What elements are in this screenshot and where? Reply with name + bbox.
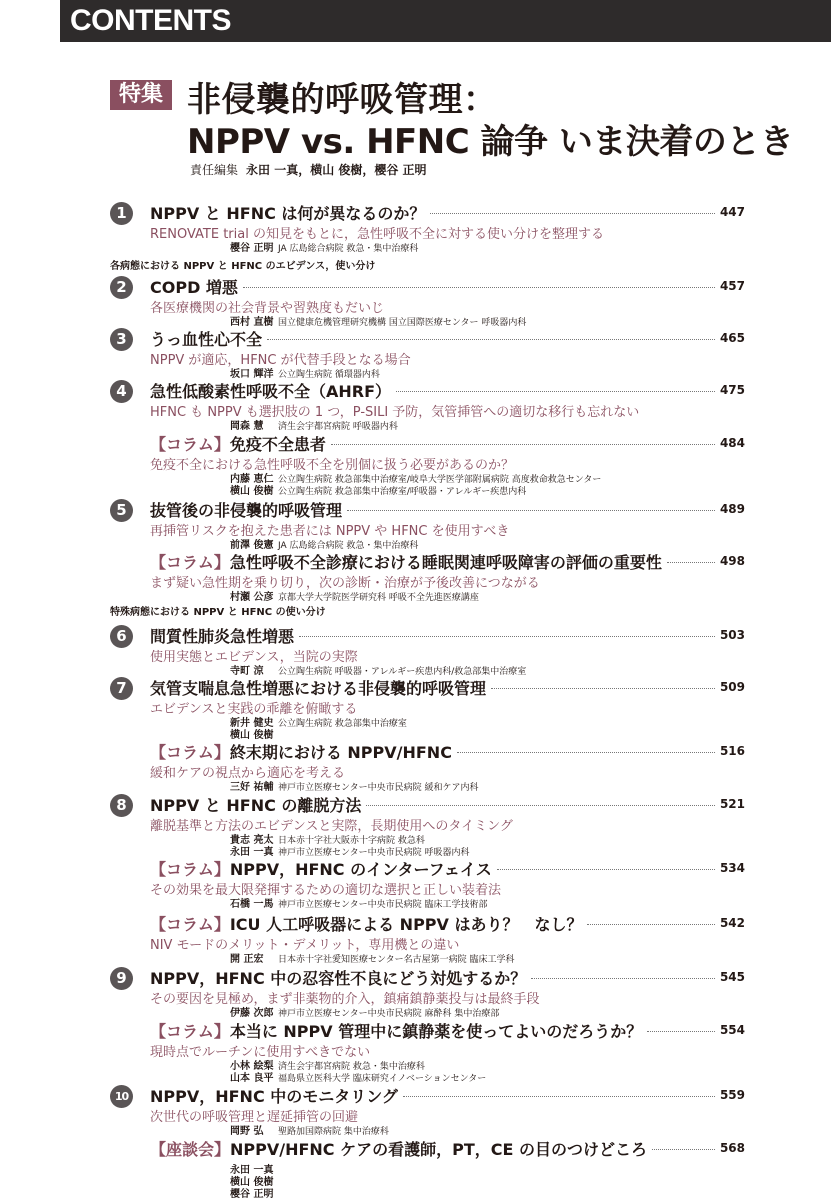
entry-title (150, 201, 425, 224)
entry-title (150, 327, 262, 350)
toc-entry (110, 966, 745, 1026)
entry-author (230, 1122, 389, 1137)
entry-page-number: 554 (719, 1023, 745, 1037)
entry-title-text: NPPV と HFNC は何が異なるのか？ (150, 203, 426, 223)
entry-title-text: 急性低酸素性呼吸不全（AHRF） (150, 381, 392, 401)
author-name: 永田 一真 (230, 1165, 274, 1176)
entry-author (230, 950, 515, 965)
entry-page-number: 503 (719, 628, 745, 642)
chapter-number-badge: 8 (110, 794, 133, 817)
toc-entry-line (150, 432, 745, 454)
entry-title-text: NPPV/HFNC ケアの看護師，PT，CE の目のつけどころ (230, 1139, 647, 1159)
entry-page-number: 457 (719, 279, 745, 293)
author-affiliation: 国立健康危機管理研究機構 国立国際医療センター 呼吸器内科 (278, 318, 527, 328)
entry-tag: 【コラム】 (150, 1021, 230, 1041)
author-affiliation: 公立陶生病院 呼吸器・アレルギー疾患内科/救急部集中治療室 (278, 667, 527, 677)
entry-title (150, 498, 342, 521)
author-affiliation: 公立陶生病院 救急部集中治療室/岐阜大学医学部附属病院 高度救命救急センター (278, 475, 602, 485)
entry-author (230, 482, 526, 497)
entry-page-number: 484 (719, 436, 745, 450)
entry-subtitle: 現時点でルーチンに使用すべきでない (150, 1045, 371, 1060)
entry-subtitle: NPPV が適応，HFNC が代替手段となる場合 (150, 353, 411, 368)
entry-author (230, 1069, 486, 1084)
author-name: 三好 祐輔 (230, 782, 274, 793)
entry-title (150, 1084, 398, 1107)
author-name: 前澤 俊憲 (230, 540, 274, 551)
entry-title (150, 432, 326, 455)
entry-page-number: 489 (719, 502, 745, 516)
toc-entry-line (150, 550, 745, 572)
toc-entry (110, 550, 745, 610)
leader-dots (647, 1022, 715, 1032)
chapter-number-badge: 10 (110, 1085, 133, 1108)
toc-entry-line (150, 201, 745, 223)
author-name: 横山 俊樹 (230, 730, 274, 741)
entry-subtitle: まず疑い急性期を乗り切り，次の診断・治療が予後改善につながる (150, 576, 540, 591)
leader-dots (652, 1140, 715, 1150)
entry-author (230, 417, 398, 432)
entry-title (150, 275, 238, 298)
toc-entry (110, 793, 745, 858)
entry-author (230, 778, 479, 793)
chapter-number-badge: 7 (110, 677, 133, 700)
author-name: 寺町 涼 (230, 666, 264, 677)
entry-author (230, 313, 526, 328)
toc-entry-line (150, 1084, 745, 1106)
toc-entry-line (150, 966, 745, 988)
author-name: 永田 一真 (230, 847, 274, 858)
author-name: 櫻谷 正明 (230, 1189, 274, 1200)
entry-subtitle: 使用実態とエビデンス，当院の実際 (150, 650, 358, 665)
leader-dots (396, 382, 715, 392)
entry-title (150, 550, 662, 573)
toc-entry (110, 1084, 745, 1144)
author-name: 新井 健史 (230, 718, 274, 729)
feature-title-line1: 非侵襲的呼吸管理： (187, 80, 498, 120)
author-name: 横山 俊樹 (230, 486, 274, 497)
chapter-number-badge: 5 (110, 499, 133, 522)
author-name: 西村 直樹 (230, 317, 274, 328)
entry-title (150, 966, 526, 989)
author-name: 横山 俊樹 (230, 1177, 274, 1188)
author-affiliation: 日本赤十字社愛知医療センター名古屋第一病院 臨床工学科 (278, 955, 515, 965)
entry-page-number: 542 (719, 916, 745, 930)
author-name: 岡森 慧 (230, 421, 264, 432)
entry-title-text: NPPV と HFNC の離脱方法 (150, 795, 362, 815)
chapter-number-badge: 1 (110, 202, 133, 225)
entry-tag: 【コラム】 (150, 914, 230, 934)
toc-entry (110, 1137, 745, 1200)
editors-label: 責任編集 (190, 163, 239, 177)
entry-tag: 【コラム】 (150, 434, 230, 454)
author-name: 山本 良平 (230, 1073, 274, 1084)
section-heading-2: 特殊病態における NPPV と HFNC の使い分け (110, 607, 326, 618)
entry-subtitle: 再挿管リスクを抱えた患者には NPPV や HFNC を使用すべき (150, 524, 510, 539)
author-affiliation: 公立陶生病院 救急部集中治療室 (278, 719, 407, 729)
toc-entry-line (150, 498, 745, 520)
chapter-number-badge: 9 (110, 967, 133, 990)
entry-author (230, 588, 479, 603)
contents-header-label: CONTENTS (70, 4, 231, 37)
leader-dots (497, 860, 715, 870)
entry-subtitle: NIV モードのメリット・デメリット，専用機との違い (150, 938, 460, 953)
entry-title-text: NPPV，HFNC 中の忍容性不良にどう対処するか？ (150, 968, 527, 988)
entry-title-text: NPPV，HFNC のインターフェイス (229, 859, 492, 879)
leader-dots (430, 204, 715, 214)
entry-page-number: 534 (719, 861, 745, 875)
entry-title-text: 免疫不全患者 (229, 434, 326, 454)
leader-dots (366, 796, 715, 806)
entry-tag: 【座談会】 (150, 1139, 231, 1159)
leader-dots (331, 435, 715, 445)
entry-title-text: うっ血性心不全 (150, 329, 263, 349)
toc-entry-line (150, 624, 745, 646)
entry-page-number: 545 (719, 970, 745, 984)
leader-dots (491, 679, 715, 689)
toc-entry-line (150, 327, 745, 349)
toc-entry-line (150, 1137, 745, 1159)
entry-subtitle: 離脱基準と方法のエビデンスと実際，長期使用へのタイミング (150, 819, 513, 834)
entry-page-number: 509 (719, 680, 745, 694)
entry-tag: 【コラム】 (150, 742, 230, 762)
entry-page-number: 559 (719, 1088, 745, 1102)
author-name: 伊藤 次郎 (230, 1008, 274, 1019)
author-affiliation: JA 広島総合病院 救急・集中治療科 (278, 541, 419, 551)
author-affiliation: 公立陶生病院 救急部集中治療室/呼吸器・アレルギー疾患内科 (278, 487, 527, 497)
toc-entry (110, 432, 745, 497)
entry-author (230, 239, 418, 254)
entry-title (150, 740, 452, 763)
leader-dots (347, 501, 715, 511)
toc-entry (110, 740, 745, 800)
chapter-number-badge: 2 (110, 276, 133, 299)
entry-author (230, 1004, 499, 1019)
author-name: 村瀬 公彦 (230, 592, 274, 603)
author-name: 石橋 一馬 (230, 899, 274, 910)
entry-title (150, 912, 582, 935)
editors-names: 永田 一真，横山 俊樹，櫻谷 正明 (246, 163, 427, 177)
author-affiliation: 済生会宇都宮病院 救急・集中治療科 (278, 1062, 425, 1072)
entry-title (150, 1019, 642, 1042)
leader-dots (667, 553, 715, 563)
entry-title (150, 624, 294, 647)
entry-title-text: 抜管後の非侵襲的呼吸管理 (150, 500, 343, 520)
toc-entry-line (150, 740, 745, 762)
author-affiliation: 聖路加国際病院 集中治療科 (278, 1127, 389, 1137)
leader-dots (299, 627, 715, 637)
entry-subtitle: その要因を見極め，まず非薬物的介入，鎮痛鎮静薬投与は最終手段 (150, 992, 540, 1007)
chapter-number-badge: 4 (110, 380, 133, 403)
entry-subtitle: 次世代の呼吸管理と遅延挿管の回避 (150, 1110, 359, 1125)
author-name: 櫻谷 正明 (230, 243, 274, 254)
toc-entry-line (150, 379, 745, 401)
feature-badge: 特集 (110, 80, 172, 110)
entry-subtitle: 免疫不全における急性呼吸不全を別個に扱う必要があるのか？ (150, 458, 515, 473)
entry-title-text: 気管支喘息急性増悪における非侵襲的呼吸管理 (150, 678, 487, 698)
entry-subtitle: エビデンスと実践の乖離を俯瞰する (150, 702, 358, 717)
entry-author (230, 1185, 278, 1200)
toc-entry (110, 676, 745, 741)
leader-dots (587, 915, 714, 925)
leader-dots (457, 743, 715, 753)
entry-title-text: NPPV，HFNC 中のモニタリング (150, 1086, 398, 1106)
author-affiliation: 神戸市立医療センター中央市民病院 麻酔科 集中治療部 (278, 1009, 500, 1019)
entry-subtitle: 緩和ケアの視点から適応を考える (150, 766, 346, 781)
toc-entry-line (150, 275, 745, 297)
entry-title (150, 1137, 647, 1160)
author-affiliation: 京都大学大学院医学研究科 呼吸不全先進医療講座 (278, 593, 479, 603)
author-affiliation: 神戸市立医療センター中央市民病院 臨床工学技術部 (278, 900, 488, 910)
author-affiliation: 神戸市立医療センター中央市民病院 緩和ケア内科 (278, 783, 479, 793)
leader-dots (403, 1087, 715, 1097)
toc-entry (110, 201, 745, 261)
author-name: 小林 絵梨 (230, 1061, 274, 1072)
toc-entry (110, 857, 745, 917)
toc-entry (110, 1019, 745, 1084)
toc-entry (110, 912, 745, 972)
entry-title-text: 本当に NPPV 管理中に鎮静薬を使ってよいのだろうか？ (229, 1021, 643, 1041)
author-affiliation: 公立陶生病院 循環器内科 (278, 370, 380, 380)
entry-tag: 【コラム】 (150, 859, 230, 879)
entry-title-text: COPD 増悪 (150, 277, 238, 297)
author-name: 岡野 弘 (230, 1126, 264, 1137)
entry-tag: 【コラム】 (150, 552, 230, 572)
entry-title (150, 857, 492, 880)
entry-title-text: 終末期における NPPV/HFNC (229, 742, 452, 762)
feature-title-line2: NPPV vs. HFNC 論争 いま決着のとき (187, 122, 794, 162)
toc-entry-line (150, 1019, 745, 1041)
entry-author (230, 895, 488, 910)
entry-subtitle: 各医療機関の社会背景や習熟度もだいじ (150, 301, 385, 316)
author-affiliation: 神戸市立医療センター中央市民病院 呼吸器内科 (278, 848, 470, 858)
entry-page-number: 447 (719, 205, 745, 219)
toc-entry-line (150, 912, 745, 934)
leader-dots (243, 278, 715, 288)
author-affiliation: JA 広島総合病院 救急・集中治療科 (278, 244, 419, 254)
author-affiliation: 済生会宇都宮病院 呼吸器内科 (278, 422, 398, 432)
entry-subtitle: その効果を最大限発揮するための適切な選択と正しい装着法 (150, 883, 502, 898)
leader-dots (267, 330, 715, 340)
entry-page-number: 498 (719, 554, 745, 568)
entry-page-number: 475 (719, 383, 745, 397)
entry-subtitle: HFNC も NPPV も選択肢の 1 つ，P-SILI 予防，気管挿管への適切な移行も忘れない (150, 405, 640, 420)
entry-title-text: 間質性肺炎急性増悪 (150, 626, 295, 646)
author-name: 貴志 亮太 (230, 835, 274, 846)
entry-page-number: 521 (719, 797, 745, 811)
author-name: 坂口 輝洋 (230, 369, 274, 380)
author-name: 開 正宏 (230, 954, 264, 965)
author-affiliation: 福島県立医科大学 臨床研究イノベーションセンター (278, 1074, 487, 1084)
entry-title-text: ICU 人工呼吸器による NPPV はあり？ なし？ (229, 914, 583, 934)
toc-entry-line (150, 676, 745, 698)
toc-entry-line (150, 793, 745, 815)
author-affiliation: 日本赤十字社大阪赤十字病院 救急科 (278, 836, 425, 846)
chapter-number-badge: 3 (110, 328, 133, 351)
entry-subtitle: RENOVATE trial の知見をもとに，急性呼吸不全に対する使い分けを整理する (150, 227, 604, 242)
leader-dots (531, 969, 715, 979)
entry-page-number: 465 (719, 331, 745, 345)
entry-title (150, 793, 361, 816)
entry-page-number: 516 (719, 744, 745, 758)
section-heading-1: 各病態における NPPV と HFNC のエビデンス，使い分け (110, 261, 376, 272)
entry-title (150, 379, 391, 402)
entry-page-number: 568 (719, 1141, 745, 1155)
entry-title (150, 676, 486, 699)
toc-entry (110, 379, 745, 439)
author-name: 内藤 恵仁 (230, 474, 274, 485)
toc-entry-line (150, 857, 745, 879)
entry-title-text: 急性呼吸不全診療における睡眠関連呼吸障害の評価の重要性 (229, 552, 662, 572)
chapter-number-badge: 6 (110, 625, 133, 648)
